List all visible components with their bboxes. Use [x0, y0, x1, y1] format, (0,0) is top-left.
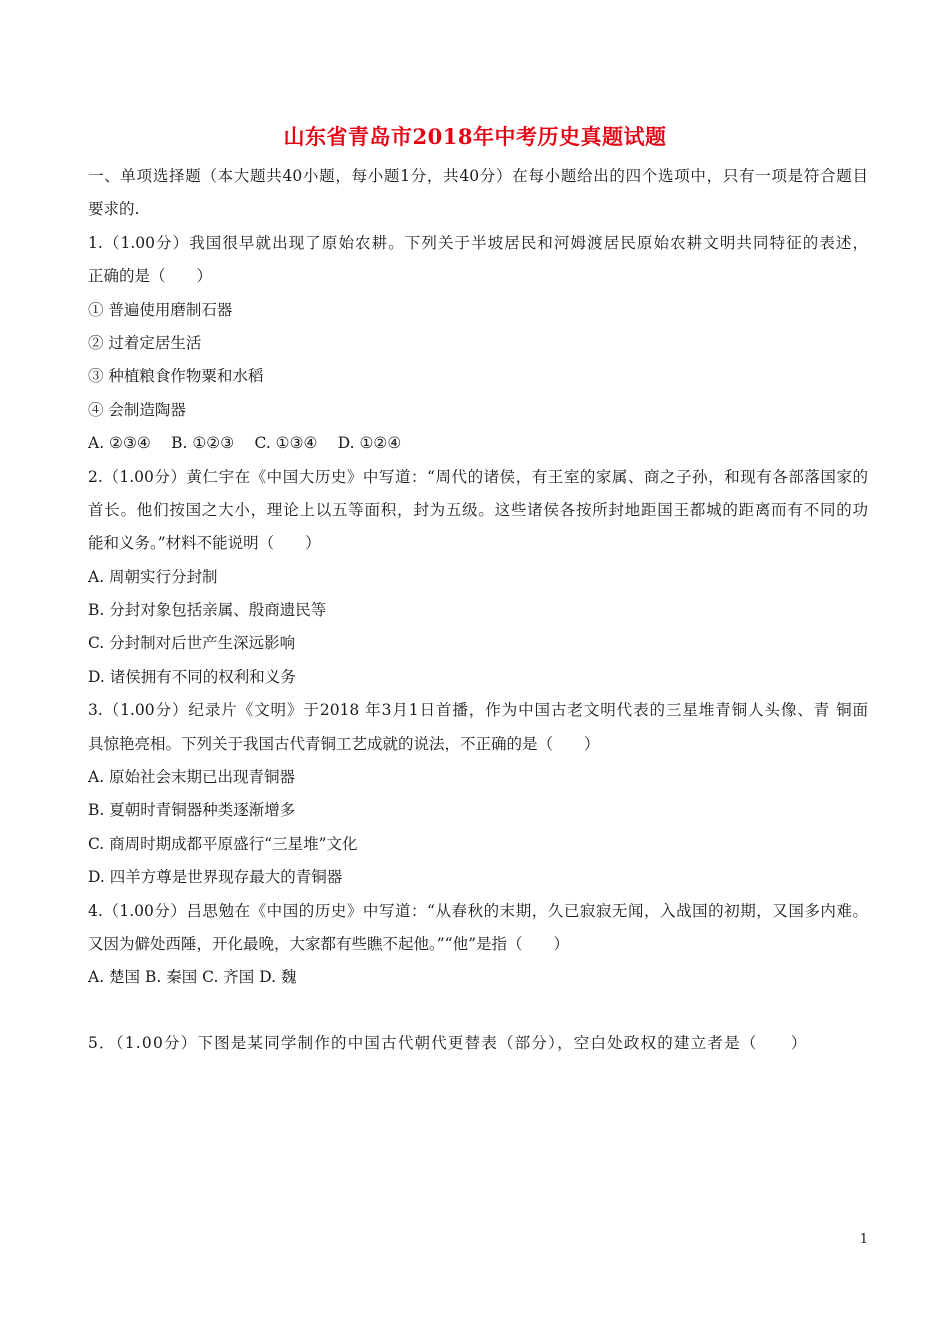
question-1-item-2: ② 过着定居生活 [88, 333, 202, 352]
question-1-item-1: ① 普遍使用磨制石器 [88, 300, 233, 319]
question-1-stem-line-2: 正确的是（ ） [88, 267, 213, 286]
question-2-option-b: B. 分封对象包括亲属、殷商遗民等 [88, 601, 327, 620]
question-4-options: A. 楚国 B. 秦国 C. 齐国 D. 魏 [88, 968, 297, 987]
question-3-option-d: D. 四羊方尊是世界现存最大的青铜器 [88, 868, 343, 887]
document-title: 山东省青岛市2018年中考历史真题试题 [283, 124, 667, 149]
question-4-stem-line-1: 4.（1.00分）吕思勉在《中国的历史》中写道：“从春秋的末期，久已寂寂无闻，入战国的初期，又国多内难。 [88, 901, 868, 920]
question-1-options: A. ②③④ B. ①②③ C. ①③④ D. ①②④ [88, 434, 402, 453]
question-2-stem-line-2: 首长。他们按国之大小，理论上以五等面积，封为五级。这些诸侯各按所封地距国王都城的距离而有不同的功 [88, 500, 868, 519]
section-instruction-line-2: 要求的. [88, 200, 140, 219]
page-number: 1 [859, 1232, 868, 1247]
question-3-option-a: A. 原始社会末期已出现青铜器 [88, 768, 296, 787]
question-2-stem-line-1: 2.（1.00分）黄仁宇在《中国大历史》中写道：“周代的诸侯，有王室的家属、商之子孙，和现有各部落国家的 [88, 467, 868, 486]
question-1-item-3: ③ 种植粮食作物粟和水稻 [88, 367, 264, 386]
question-1-stem-line-1: 1.（1.00分）我国很早就出现了原始农耕。下列关于半坡居民和河姆渡居民原始农耕文明共同特征的表述， [88, 233, 868, 252]
question-2-option-a: A. 周朝实行分封制 [88, 567, 218, 586]
question-2-option-c: C. 分封制对后世产生深远影响 [88, 634, 296, 653]
section-instruction-line-1: 一、单项选择题（本大题共40小题，每小题1分，共40分）在每小题给出的四个选项中，只有一项是符合题目 [88, 167, 868, 185]
question-3-stem-line-2: 具惊艳亮相。下列关于我国古代青铜工艺成就的说法，不正确的是（ ） [88, 734, 600, 753]
question-4-stem-line-2: 又因为僻处西陲，开化最晚，大家都有些瞧不起他。”“他”是指（ ） [88, 934, 570, 953]
question-2-stem-line-3: 能和义务。”材料不能说明（ ） [88, 534, 321, 553]
spacer [88, 995, 868, 1027]
question-5-stem: 5．（1.00分）下图是某同学制作的中国古代朝代更替表（部分），空白处政权的建立者是（ ） [88, 1033, 808, 1052]
question-2-option-d: D. 诸侯拥有不同的权利和义务 [88, 667, 296, 686]
question-3-option-b: B. 夏朝时青铜器种类逐渐增多 [88, 801, 296, 820]
document-body [88, 160, 868, 1060]
question-1-item-4: ④ 会制造陶器 [88, 400, 186, 419]
question-3-stem-line-1: 3.（1.00分）纪录片《文明》于2018 年3月1日首播，作为中国古老文明代表的三星堆青铜人头像、青 铜面 [88, 701, 868, 720]
question-3-option-c: C. 商周时期成都平原盛行“三星堆”文化 [88, 834, 358, 853]
